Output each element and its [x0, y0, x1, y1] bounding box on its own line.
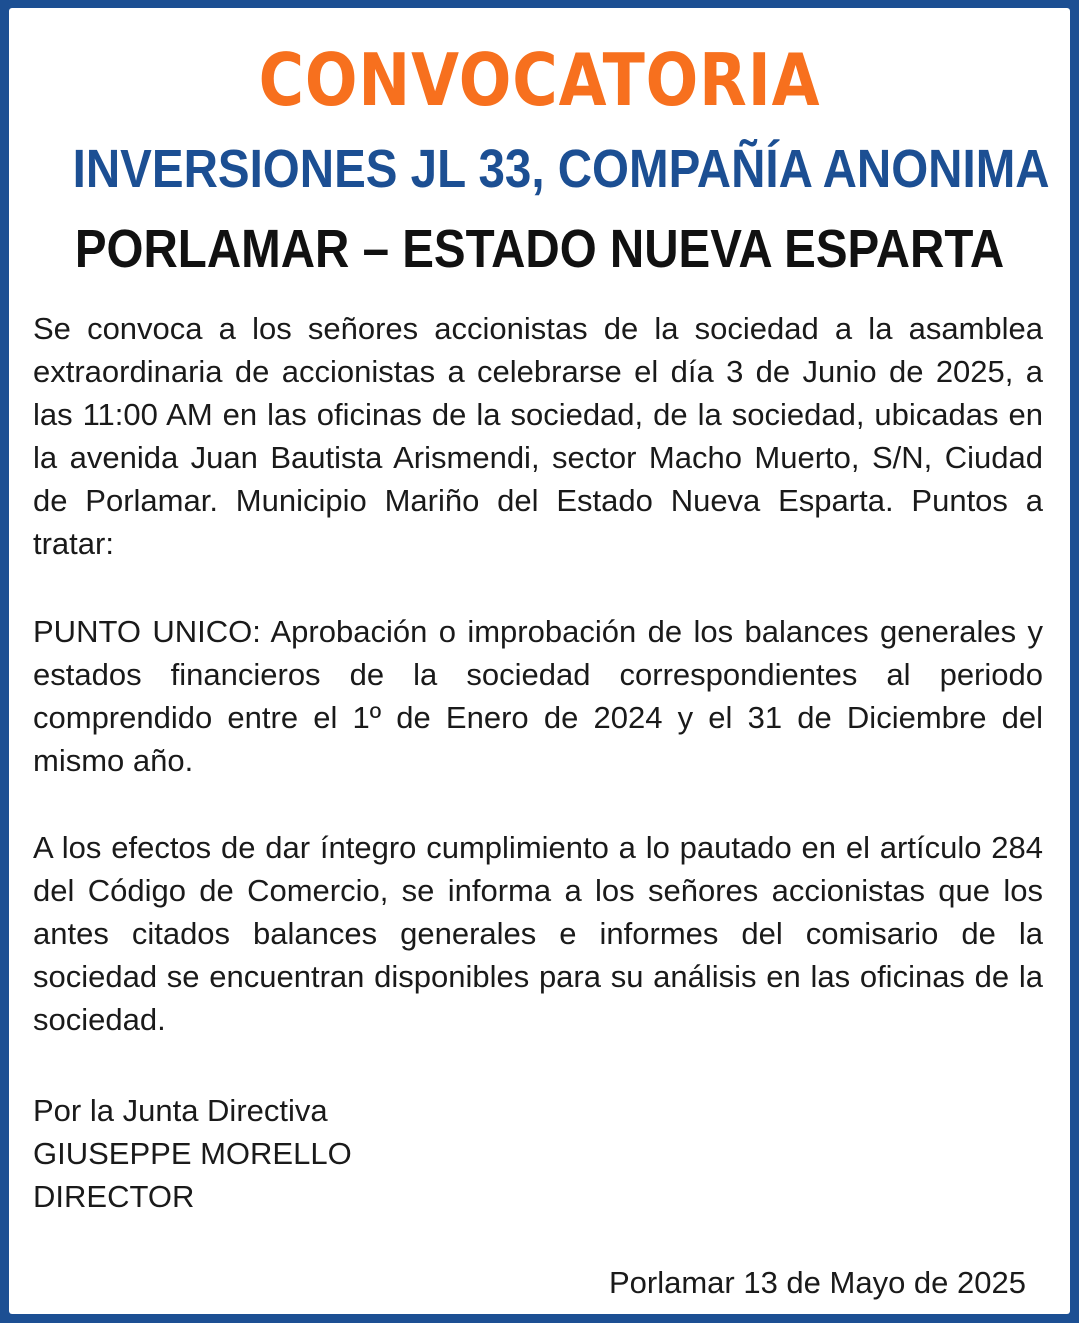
legal-notice-paragraph: A los efectos de dar íntegro cumplimiento a lo pautado en el artículo 284 del Código de Comercio, se informa a los señores accionistas que los antes citados balances generales e informes del comisario de la sociedad se encuentran disponibles para su análisis en las oficinas de la sociedad. — [33, 830, 1043, 1037]
notice-title: CONVOCATORIA — [258, 38, 821, 122]
location-heading: PORLAMAR – ESTADO NUEVA ESPARTA — [74, 219, 1005, 279]
agenda-paragraph: PUNTO UNICO: Aprobación o improbación de los balances generales y estados financieros de la sociedad correspondientes al periodo comprendido entre el 1º de Enero de 2024 y el 31 de Diciembre del mismo año. — [33, 614, 1043, 778]
company-name: INVERSIONES JL 33, COMPAÑÍA ANONIMA — [72, 139, 1050, 199]
signature-name: GIUSEPPE MORELLO — [33, 1136, 352, 1171]
place-date: Porlamar 13 de Mayo de 2025 — [608, 1265, 1026, 1300]
notice-panel — [9, 8, 1070, 1314]
signature-block — [33, 1089, 352, 1218]
signature-role: DIRECTOR — [33, 1179, 195, 1214]
signature-board-line: Por la Junta Directiva — [33, 1093, 328, 1128]
convocation-paragraph: Se convoca a los señores accionistas de la sociedad a la asamblea extraordinaria de accionistas a celebrarse el día 3 de Junio de 2025, a las 11:00 AM en las oficinas de la sociedad, de la sociedad, ubicadas en la avenida Juan Bautista Arismendi, sector Macho Muerto, S/N, Ciudad de Porlamar. Municipio Mariño del Estado Nueva Esparta. Puntos a tratar: — [33, 311, 1043, 561]
